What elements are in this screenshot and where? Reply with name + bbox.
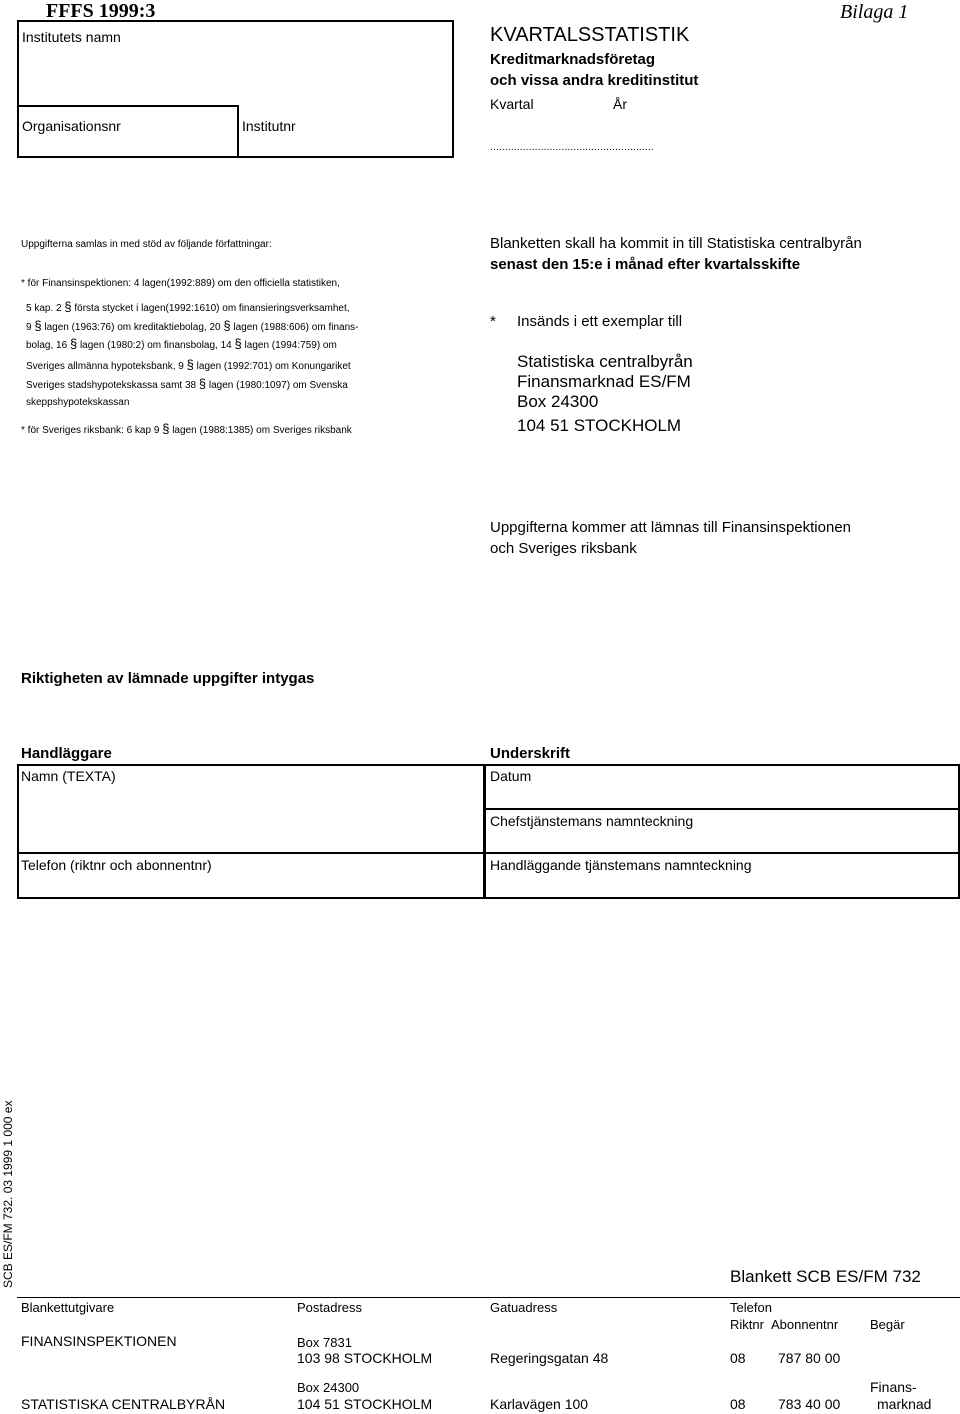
institute-number-field[interactable]: Institutnr (242, 118, 296, 134)
legal-line-5: Sveriges allmänna hypoteksbank, 9 § lagen (1992:701) om Konungariket (26, 357, 351, 372)
legal-line-6: Sveriges stadshypotekskassa samt 38 § lagen (1980:1097) om Svenska (26, 376, 348, 391)
form-name: Blankett SCB ES/FM 732 (730, 1267, 921, 1286)
fi-postal-city: 103 98 STOCKHOLM (297, 1350, 433, 1366)
chief-signature-field[interactable]: Chefstjänstemans namnteckning (490, 813, 694, 829)
certification-heading: Riktigheten av lämnade uppgifter intygas (21, 670, 315, 687)
footer-col-postal: Postadress (297, 1300, 363, 1315)
fi-postal-box: Box 7831 (297, 1335, 352, 1350)
copies-star: * (490, 313, 496, 330)
issuer-scb: STATISTISKA CENTRALBYRÅN (21, 1396, 226, 1412)
legal-line-2: 5 kap. 2 § första stycket i lagen(1992:1610) om finansieringsverksamhet, (26, 299, 350, 314)
footer-col-issuer: Blankettutgivare (21, 1300, 115, 1315)
form-subtitle-1: Kreditmarknadsföretag (490, 51, 656, 68)
org-number-field[interactable]: Organisationsnr (22, 118, 121, 134)
form-id: FFFS 1999:3 (46, 0, 156, 22)
date-field[interactable]: Datum (490, 768, 532, 784)
signature-heading: Underskrift (490, 745, 571, 762)
scb-postal-box: Box 24300 (297, 1380, 360, 1395)
quarter-field[interactable]: Kvartal (490, 96, 534, 112)
fi-street: Regeringsgatan 48 (490, 1350, 609, 1366)
legal-line-8: * för Sveriges riksbank: 6 kap 9 § lagen (1988:1385) om Sveriges riksbank (21, 421, 352, 436)
form-title: KVARTALSSTATISTIK (490, 24, 690, 46)
legal-line-4: bolag, 16 § lagen (1980:2) om finansbolag, 14 § lagen (1994:759) om (26, 336, 337, 351)
scb-postal-city: 104 51 STOCKHOLM (297, 1396, 433, 1412)
scb-request-1: Finans- (870, 1379, 917, 1395)
deadline-line-1: Blanketten skall ha kommit in till Statistiska centralbyrån (490, 235, 862, 252)
handler-box (17, 764, 485, 899)
form-subtitle-2: och vissa andra kreditinstitut (490, 72, 699, 89)
year-field[interactable]: År (613, 96, 627, 112)
handler-signature-field[interactable]: Handläggande tjänstemans namnteckning (490, 857, 752, 873)
footer-col-street: Gatuadress (490, 1300, 558, 1315)
fi-area-code: 08 (730, 1350, 746, 1366)
footer-sub-area: Riktnr (730, 1317, 764, 1332)
address-line-2: Finansmarknad ES/FM (517, 372, 691, 391)
handler-box-divider (17, 852, 485, 854)
legal-intro: Uppgifterna samlas in med stöd av följande författningar: (21, 239, 272, 250)
recipients-line-2: och Sveriges riksbank (490, 540, 637, 557)
identity-box-vdivider (237, 105, 239, 157)
identity-box-divider (17, 105, 238, 107)
recipients-line-1: Uppgifterna kommer att lämnas till Finansinspektionen (490, 519, 852, 536)
scb-request-2: marknad (877, 1396, 932, 1412)
phone-field[interactable]: Telefon (riktnr och abonnentnr) (21, 857, 212, 873)
scb-area-code: 08 (730, 1396, 746, 1412)
scb-street: Karlavägen 100 (490, 1396, 589, 1412)
signature-box-divider-1 (484, 808, 960, 810)
address-line-4: 104 51 STOCKHOLM (517, 416, 682, 435)
footer-rule (17, 1297, 960, 1298)
legal-line-7: skeppshypotekskassan (26, 397, 130, 408)
name-field[interactable]: Namn (TEXTA) (21, 768, 116, 784)
dotted-line: ....................................................... (490, 142, 654, 153)
footer-sub-request: Begär (870, 1317, 905, 1332)
copies-instruction: Insänds i ett exemplar till (517, 313, 683, 330)
institute-name-field[interactable]: Institutets namn (22, 29, 121, 45)
address-line-3: Box 24300 (517, 392, 599, 411)
deadline-line-2: senast den 15:e i månad efter kvartalsskifte (490, 256, 801, 273)
footer-col-phone: Telefon (730, 1300, 772, 1315)
issuer-fi: FINANSINSPEKTIONEN (21, 1333, 177, 1349)
fi-phone-number: 787 80 00 (778, 1350, 841, 1366)
print-info: SCB ES/FM 732. 03 1999 1 000 ex (1, 1100, 15, 1288)
address-line-1: Statistiska centralbyrån (517, 352, 693, 371)
legal-line-1: * för Finansinspektionen: 4 lagen(1992:889) om den officiella statistiken, (21, 278, 340, 289)
signature-box (484, 764, 960, 899)
signature-box-divider-2 (484, 852, 960, 854)
appendix-label: Bilaga 1 (840, 1, 909, 23)
footer-sub-subscriber: Abonnentnr (771, 1317, 839, 1332)
legal-line-3: 9 § lagen (1963:76) om kreditaktiebolag, 20 § lagen (1988:606) om finans- (26, 318, 359, 333)
scb-phone-number: 783 40 00 (778, 1396, 841, 1412)
handler-heading: Handläggare (21, 745, 112, 762)
